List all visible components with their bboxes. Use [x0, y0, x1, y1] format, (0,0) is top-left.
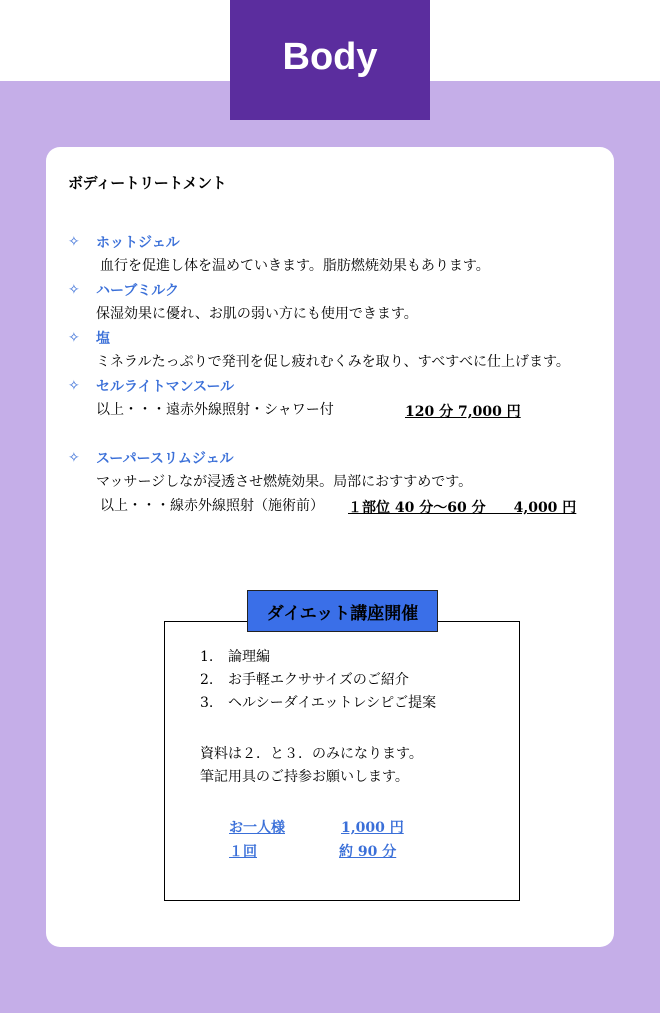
item-name: ハーブミルク: [96, 283, 180, 299]
section-title: ボディートリートメント: [68, 174, 227, 192]
list-item: 1. 論理編: [200, 649, 270, 665]
list-item: [68, 326, 608, 374]
header-tab: [230, 0, 430, 120]
fee-value: 1,000 円: [341, 820, 404, 836]
list-item: [68, 374, 608, 422]
list-item: 3. ヘルシーダイエットレシピご提案: [200, 695, 437, 711]
diamond-bullet-icon: ✧: [68, 282, 80, 298]
page-title: Body: [282, 35, 378, 78]
item-name: ホットジェル: [96, 235, 180, 251]
list-item: 2. お手軽エクササイズのご紹介: [200, 672, 409, 688]
list-item: [68, 230, 608, 278]
diamond-bullet-icon: ✧: [68, 450, 80, 466]
item-price: 120 分 7,000 円: [405, 404, 521, 420]
list-item: [68, 278, 608, 326]
item-price: １部位 40 分～60 分 4,000 円: [348, 500, 577, 516]
item-description: 以上・・・遠赤外線照射・シャワー付: [96, 402, 334, 418]
item-name: 塩: [96, 331, 110, 347]
seminar-label: ダイエット講座開催: [247, 590, 438, 632]
item-description: 保湿効果に優れ、お肌の弱い方にも使用できます。: [96, 306, 418, 322]
item-name: スーパースリムジェル: [96, 451, 234, 467]
item-description: 血行を促進し体を温めていきます。脂肪燃焼効果もあります。: [100, 258, 490, 274]
diamond-bullet-icon: ✧: [68, 234, 80, 250]
diamond-bullet-icon: ✧: [68, 330, 80, 346]
item-name: セルライトマンスール: [96, 379, 235, 395]
item-description: マッサージしなが浸透させ燃焼効果。局部におすすめです。: [96, 474, 473, 490]
diamond-bullet-icon: ✧: [68, 378, 80, 394]
seminar-note: 資料は２．と３．のみになります。: [200, 746, 423, 762]
seminar-note: 筆記用具のご持参お願いします。: [200, 769, 409, 785]
fee-label: お一人様: [229, 820, 285, 836]
duration-label: １回: [229, 844, 257, 860]
seminar-list: [200, 646, 436, 715]
item-description-extra: 以上・・・線赤外線照射（施術前）: [100, 498, 324, 514]
duration-value: 約 90 分: [339, 844, 397, 860]
item-description: ミネラルたっぷりで発刊を促し疲れむくみを取り、すべすべに仕上げます。: [96, 354, 570, 370]
